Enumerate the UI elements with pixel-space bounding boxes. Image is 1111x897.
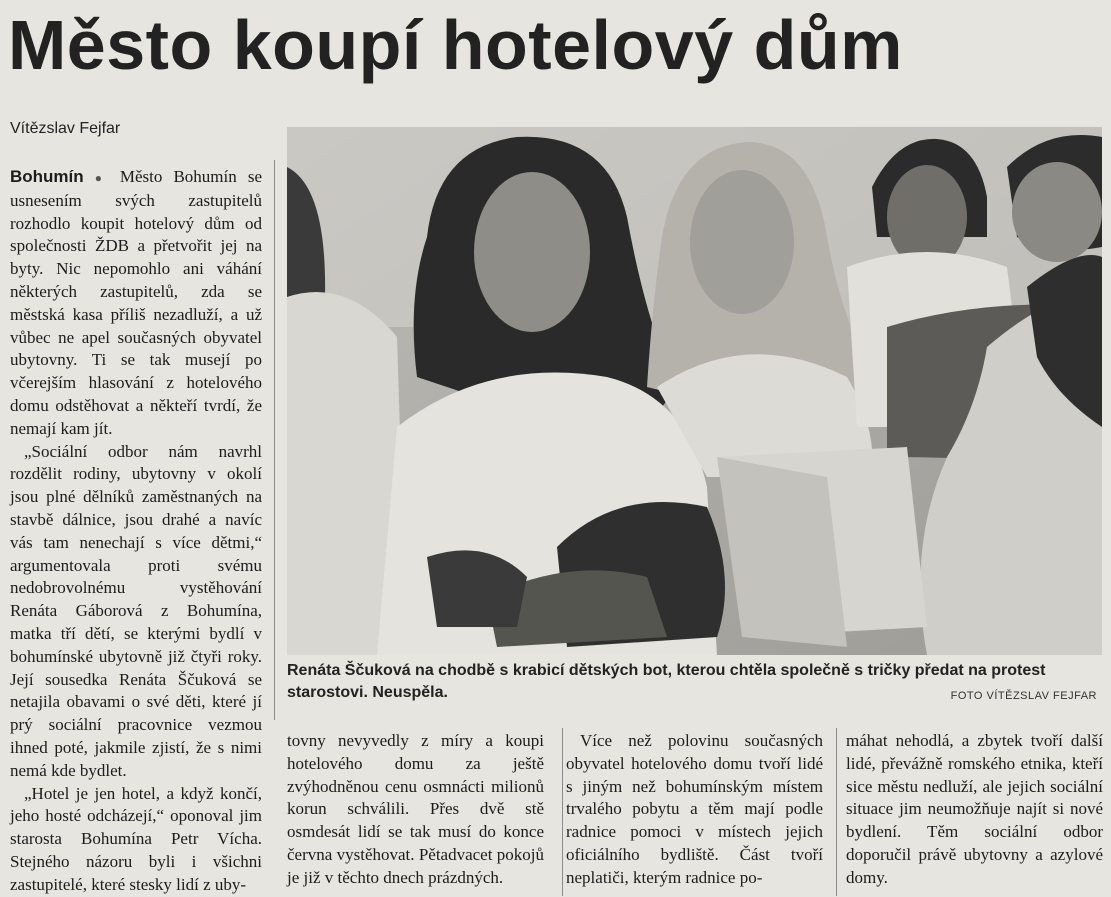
column-divider	[836, 728, 837, 896]
bullet-icon: ●	[94, 171, 109, 185]
photo-caption: Renáta Ščuková na chodbě s krabicí dětských bot, kterou chtěla společně s tričky předat na protest starostovi. Neuspěla.	[287, 662, 1046, 701]
photo-illustration	[287, 127, 1102, 655]
news-photo	[287, 127, 1102, 655]
lead-paragraph	[10, 166, 262, 441]
article-column-2	[287, 730, 544, 890]
column-divider	[562, 728, 563, 896]
body-paragraph: „Sociální odbor nám navrhl rozdělit rodiny, ubytovny v okolí jsou plné dělníků zaměstnaných na stavbě dálnice, jsou drahé a navíc vás tam nenechají s více dětmi,“ argumentovala proti svému nedobrovolnému vystěhování Renáta Gáborová z Bohumína, matka tří dětí, se kterými bydlí v bohumínské ubytovně již čtyři roky. Její sousedka Renáta Ščuková se netajila obavami o své děti, které jí prý sociální pracovnice vezmou ihned poté, jakmile zjistí, že s nimi nemá kde bydlet.	[10, 441, 262, 780]
dateline: Bohumín	[10, 167, 84, 186]
lead-text: Město Bohumín se usnesením svých zastupitelů rozhodlo koupit hotelový dům od společnosti ŽDB a přetvořit jej na byty. Nic nepomohlo ani váhání některých zastupitelů, zda se městská kasa příliš nezadluží, a už vůbec ne apel současných obyvatel ubytovny. Ti se tak musejí po včerejším hlasování z hotelového domu odstěhovat a někteří tvrdí, že nemají kam jít.	[10, 167, 262, 438]
article-column-3	[566, 730, 823, 890]
body-paragraph: Více než polovinu současných obyvatel hotelového domu tvoří lidé s jiným než bohumínským místem trvalého pobytu a těm mají podle radnice pomoci v místech jejich oficiálního bydliště. Část tvoří neplatiči, kterým radnice po-	[566, 731, 823, 887]
article-column-4	[846, 730, 1103, 890]
headline: Město koupí hotelový dům	[8, 6, 903, 84]
body-paragraph: „Hotel je jen hotel, a když končí, jeho hosté odcházejí,“ oponoval jim starosta Bohumína Petr Vícha. Stejného názoru byli i všichni zastupitelé, které stesky lidí z uby-	[10, 783, 262, 894]
body-paragraph: máhat nehodlá, a zbytek tvoří další lidé, převážně romského etnika, kteří sice městu nedluží, ale jejich sociální situace jim neumožňuje najít si nové bydlení. Těm sociální odbor doporučil právě ubytovny a azylové domy.	[846, 731, 1103, 887]
column-divider	[274, 160, 275, 720]
photo-credit: FOTO VÍTĚZSLAV FEJFAR	[950, 690, 1097, 702]
article-column-1	[10, 166, 262, 897]
byline: Vítězslav Fejfar	[10, 120, 121, 137]
body-paragraph: tovny nevyvedly z míry a koupi hotelového domu za ještě zvýhodněnou cenu osmnácti milionů korun schválili. Přes dvě stě osmdesát lidí se tak musí do konce června vystěhovat. Pětadvacet pokojů je již v těchto dnech prázdných.	[287, 731, 544, 887]
